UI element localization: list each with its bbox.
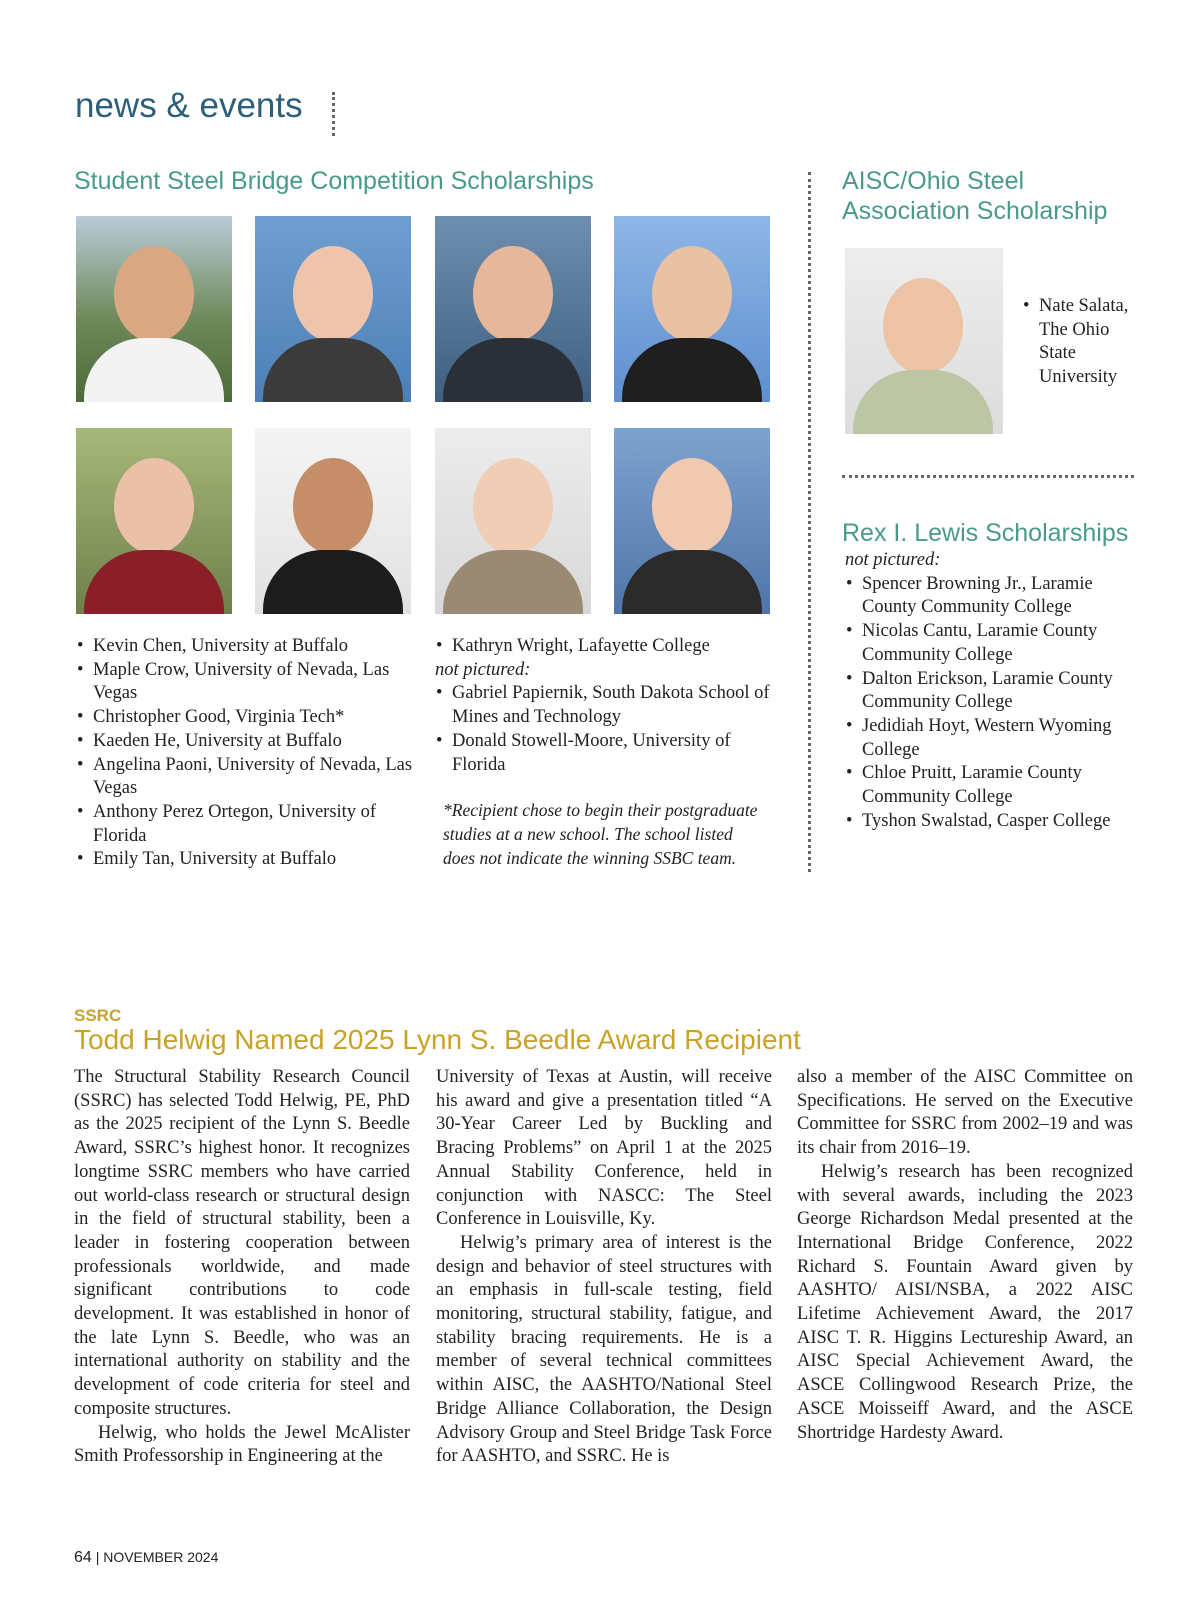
list-item: • Angelina Paoni, University of Nevada, Las Vegas xyxy=(76,754,416,801)
article-column-2 xyxy=(436,1066,772,1469)
rex-list-block xyxy=(845,549,1145,833)
article-column-3 xyxy=(797,1066,1133,1445)
photo-maple-crow xyxy=(255,216,411,402)
list-item: • Maple Crow, University of Nevada, Las Vegas xyxy=(76,659,416,706)
list-item: • Nate Salata, The Ohio State University xyxy=(1022,295,1147,390)
article-column-1 xyxy=(74,1066,410,1469)
photo-angelina-paoni xyxy=(76,428,232,614)
ssbc-footnote: *Recipient chose to begin their postgraduate studies at a new school. The school listed does not indicate the winning SSBC team. xyxy=(443,800,758,868)
photo-kevin-chen xyxy=(76,216,232,402)
list-item: • Nicolas Cantu, Laramie County Community College xyxy=(845,620,1145,667)
list-item: • Gabriel Papiernik, South Dakota School of Mines and Technology xyxy=(435,682,780,729)
photo-kaeden-he xyxy=(614,216,770,402)
photo-christopher-good xyxy=(435,216,591,402)
ssbc-heading: Student Steel Bridge Competition Scholarships xyxy=(74,167,594,195)
ssbc-list-left xyxy=(76,635,416,872)
rex-list xyxy=(845,573,1145,834)
ssbc-list-right-block xyxy=(435,635,780,870)
ssbc-list-right xyxy=(435,635,780,659)
rex-heading: Rex I. Lewis Scholarships xyxy=(842,519,1129,547)
list-item: • Emily Tan, University at Buffalo xyxy=(76,848,416,872)
list-item: • Dalton Erickson, Laramie County Community College xyxy=(845,668,1145,715)
article-kicker: SSRC xyxy=(74,1006,122,1025)
list-item: • Kaeden He, University at Buffalo xyxy=(76,730,416,754)
not-pictured-label: not pictured: xyxy=(435,659,531,680)
photo-kathryn-wright xyxy=(614,428,770,614)
article-paragraph: Helwig, who holds the Jewel McAlister Smith Professorship in Engineering at the xyxy=(74,1422,410,1467)
list-item: • Christopher Good, Virginia Tech* xyxy=(76,706,416,730)
issue-date: NOVEMBER 2024 xyxy=(103,1549,219,1565)
article-paragraph: University of Texas at Austin, will receive his award and give a presentation titled “A 30-Year Career Led by Buckling and Bracing Problems” on April 1 at the 2025 Annual Stability Conference, held in conjunction with NASCC: The Steel Conference in Louisville, Ky. xyxy=(436,1067,772,1230)
section-divider xyxy=(842,475,1134,478)
article-paragraph: Helwig’s primary area of interest is the design and behavior of steel structures with an emphasis in full-scale testing, field monitoring, structural stability, fatigue, and stability bracing requirements. He is a member of several technical committees within AISC, the AASHTO/National Steel Bridge Alliance Collaboration, the Design Advisory Group and Steel Bridge Task Force for AASHTO, and SSRC. He is xyxy=(436,1232,772,1467)
list-item: • Spencer Browning Jr., Laramie County Community College xyxy=(845,573,1145,620)
ssbc-list-left-block xyxy=(76,635,416,872)
article-headline: Todd Helwig Named 2025 Lynn S. Beedle Award Recipient xyxy=(74,1024,801,1055)
article-paragraph: also a member of the AISC Committee on Specifications. He served on the Executive Committee for SSRC from 2002–19 and was its chair from 2016–19. xyxy=(797,1067,1133,1159)
list-item: • Kevin Chen, University at Buffalo xyxy=(76,635,416,659)
not-pictured-label: not pictured: xyxy=(845,550,941,570)
page-footer xyxy=(74,1549,218,1567)
page-number: 64 xyxy=(74,1549,92,1566)
section-title: news & events xyxy=(75,86,303,125)
ohio-heading: AISC/Ohio Steel Association Scholarship xyxy=(842,167,1108,225)
footer-separator: | xyxy=(95,1549,104,1565)
title-divider xyxy=(332,92,335,136)
article-paragraph: The Structural Stability Research Council (SSRC) has selected Todd Helwig, PE, PhD as the 2025 recipient of the Lynn S. Beedle Award, SSRC’s highest honor. It recognizes longtime SSRC members who have carried out world-class research or structural design in the field of structural stability, been a leader in fostering cooperation between professionals worldwide, and made significant contributions to code development. It was established in honor of the late Lynn S. Beedle, who was an international authority on stability and the development of code criteria for steel and composite structures. xyxy=(74,1067,410,1419)
list-item: • Tyshon Swalstad, Casper College xyxy=(845,810,1145,834)
list-item: • Anthony Perez Ortegon, University of Florida xyxy=(76,801,416,848)
photo-nate-salata xyxy=(845,248,1003,434)
article-paragraph: Helwig’s research has been recognized with several awards, including the 2023 George Richardson Medal presented at the International Bridge Conference, 2022 Richard S. Fountain Award given by AASHTO/ AISI/NSBA, a 2022 AISC Lifetime Achievement Award, the 2017 AISC T. R. Higgins Lectureship Award, an AISC Special Achievement Award, the ASCE Collingwood Research Prize, the ASCE Moisseiff Award, and the ASCE Shortridge Hardesty Award. xyxy=(797,1161,1133,1443)
ohio-recipient-block xyxy=(1022,295,1147,390)
list-item: • Kathryn Wright, Lafayette College xyxy=(435,635,780,659)
list-item: • Chloe Pruitt, Laramie County Community College xyxy=(845,762,1145,809)
ssbc-list-not-pictured xyxy=(435,682,780,777)
photo-anthony-perez-ortegon xyxy=(255,428,411,614)
ohio-list xyxy=(1022,295,1147,390)
column-divider xyxy=(808,172,811,872)
photo-emily-tan xyxy=(435,428,591,614)
list-item: • Donald Stowell-Moore, University of Florida xyxy=(435,730,780,777)
list-item: • Jedidiah Hoyt, Western Wyoming College xyxy=(845,715,1145,762)
